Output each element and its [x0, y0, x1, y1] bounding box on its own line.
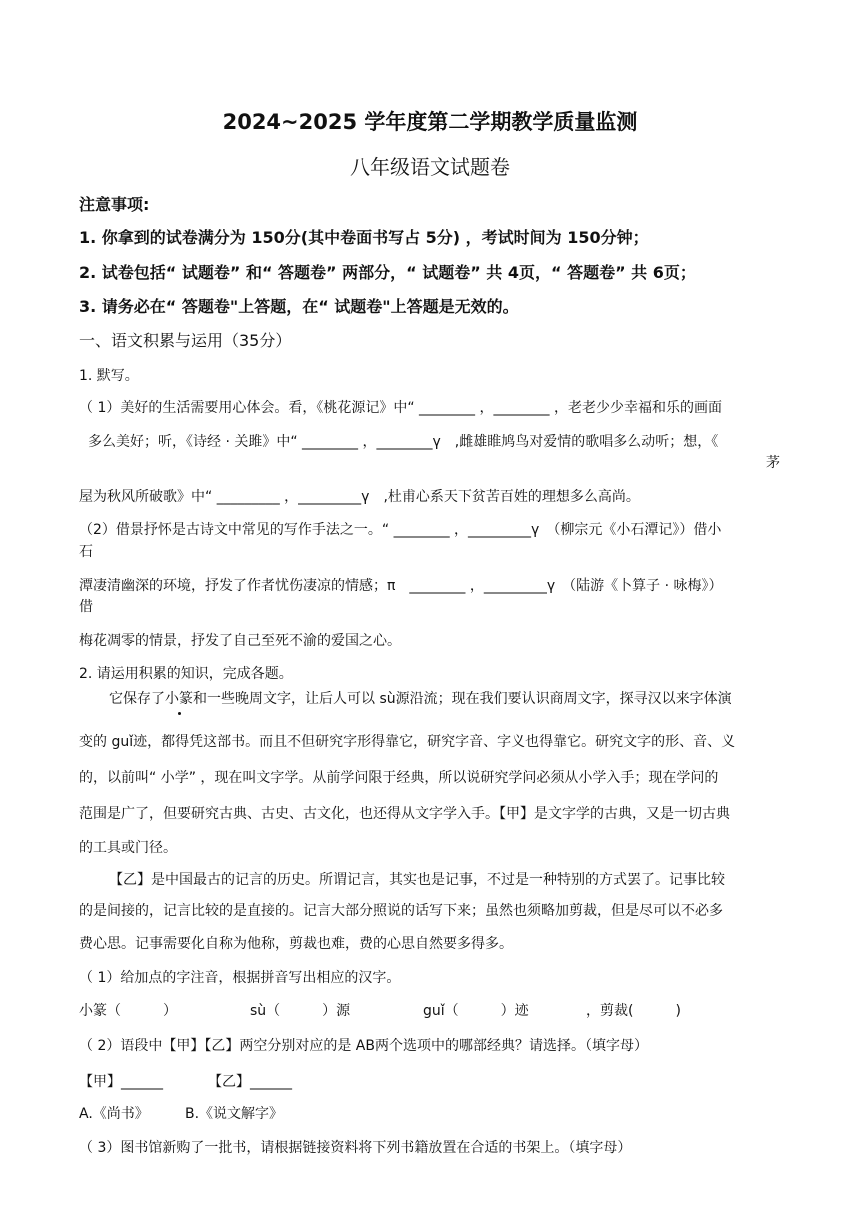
passage-line-3: 的，以前叫“ 小学” ，现在叫文字学。从前学问限于经典，所以说研究学问必须从小学入手；现在学问的: [79, 770, 719, 786]
passage-line-8: 费心思。记事需要化自称为他称，剪裁也难，费的心思自然要多得多。: [79, 936, 513, 952]
question-1-title: 1. 默写。: [79, 368, 139, 384]
passage-line-6: 【乙】是中国最古的记言的历史。所谓记言，其实也是记事，不过是一种特别的方式罢了。记事比较: [109, 872, 725, 888]
option-a: A.《尚书》: [79, 1106, 149, 1122]
q1-line-2: 多么美好；听，《诗经 · 关雎》中“ ________ ，________ү ,雌雄睢鸠鸟对爱情的歌唱多么动听；想，《: [88, 434, 719, 450]
notice-item-2: 2. 试卷包括“ 试题卷” 和“ 答题卷” 两部分，“ 试题卷” 共 4页，“ 答题卷” 共 6页；: [79, 263, 696, 282]
q1-line-5-wrap: 借: [79, 599, 93, 615]
answer-jia: 【甲】______: [79, 1074, 163, 1090]
exam-subtitle: 八年级语文试题卷: [350, 155, 510, 179]
pinyin-item-2: sù（ ）源: [250, 1003, 351, 1019]
pinyin-item-4: ，剪裁( ): [586, 1003, 681, 1019]
q1-line-4-wrap: 石: [79, 544, 93, 560]
passage-line-2: 变的 guǐ迹，都得凭这部书。而且不但研究字形得靠它，研究字音、字义也得靠它。研究文字的形、音、义: [79, 734, 736, 750]
option-b: B.《说文解字》: [185, 1106, 284, 1122]
passage-line-4: 范围是广了，但要研究古典、古史、古文化，也还得从文字学入手。【甲】是文字学的古典，又是一切古典: [79, 806, 730, 822]
notice-heading: 注意事项:: [79, 195, 150, 214]
q2-sub-2: （ 2）语段中【甲】【乙】两空分别对应的是 AB两个选项中的哪部经典？请选择。（填字母）: [79, 1038, 648, 1054]
q2-sub-3: （ 3）图书馆新购了一批书，请根据链接资料将下列书籍放置在合适的书架上。（填字母）: [79, 1140, 632, 1156]
passage-line-5: 的工具或门径。: [79, 840, 177, 856]
q1-line-4: （2）借景抒怀是古诗文中常见的写作手法之一。“ ________ ，_________ү （柳宗元《小石潭记》）借小: [79, 522, 722, 538]
q1-line-5: 潭凄清幽深的环境，抒发了作者忧伤凄凉的情感；π ________ ，_________ү （陆游《卜算子 · 咏梅》）: [79, 578, 723, 594]
notice-item-3: 3. 请务必在“ 答题卷"上答题，在“ 试题卷"上答题是无效的。: [79, 297, 519, 316]
q1-line-1: （ 1）美好的生活需要用心体会。看，《桃花源记》中“ ________ ，________ ，老老少少幸福和乐的画面: [79, 400, 722, 416]
emphasis-dot: [178, 712, 181, 715]
pinyin-item-1: 小篆（ ）: [79, 1003, 177, 1019]
question-2-title: 2. 请运用积累的知识，完成各题。: [79, 666, 293, 682]
q1-line-3: 屋为秋风所破歌》中“ _________ ，_________ү ,杜甫心系天下贫苦百姓的理想多么高尚。: [79, 489, 640, 505]
q2-sub-1: （ 1）给加点的字注音，根据拼音写出相应的汉字。: [79, 970, 401, 986]
notice-item-1: 1. 你拿到的试卷满分为 150分(其中卷面书写占 5分) ，考试时间为 150分钟；: [79, 228, 649, 247]
q1-line-2-wrap: 茅: [766, 455, 780, 471]
section-heading: 一、语文积累与运用（35分）: [79, 331, 292, 350]
passage-line-7: 的是间接的，记言比较的是直接的。记言大部分照说的话写下来；虽然也须略加剪裁，但是尽可以不必多: [79, 903, 723, 919]
passage-line-1: 它保存了小篆和一些晚周文字，让后人可以 sù源沿流；现在我们要认识商周文字，探寻汉以来字体演: [109, 691, 732, 707]
q1-line-6: 梅花凋零的情景，抒发了自己至死不渝的爱国之心。: [79, 633, 401, 649]
answer-yi: 【乙】______: [208, 1074, 292, 1090]
pinyin-item-3: guǐ（ ）迹: [423, 1003, 529, 1019]
exam-title: 2024~2025 学年度第二学期教学质量监测: [222, 110, 638, 134]
